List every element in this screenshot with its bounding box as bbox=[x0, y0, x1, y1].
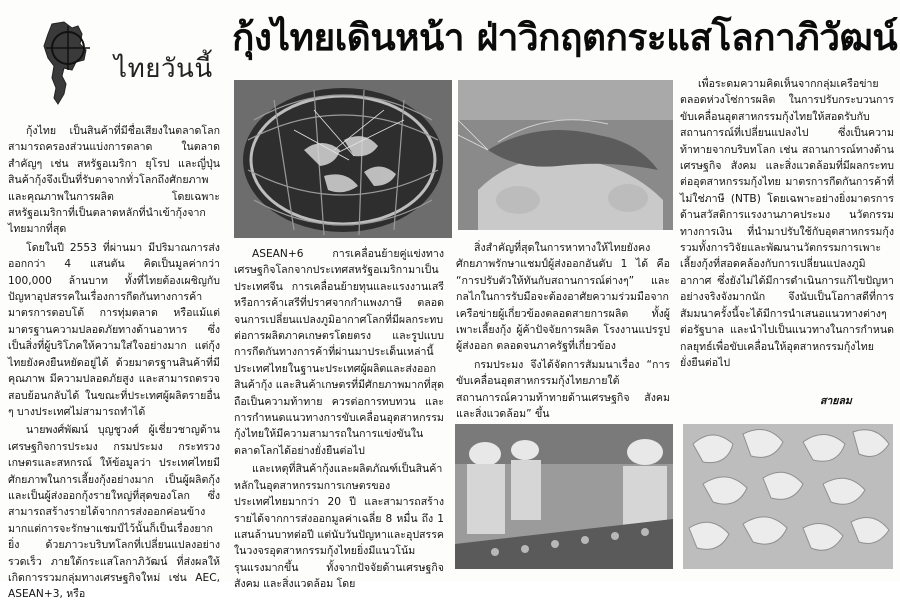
photo-hand-holding-shrimp bbox=[458, 80, 673, 230]
paragraph: กรมประมง จึงได้จัดการสัมมนาเรื่อง “การขับเคลื่อนอุตสาหกรรมกุ้งไทยภายใต้สถานการณ์ความท้าทายด้านเศรษฐกิจ สังคม และสิ่งแวดล้อม” ขึ้น bbox=[456, 358, 670, 421]
photo-peeled-shrimp bbox=[683, 424, 893, 569]
text-column-1 bbox=[8, 123, 220, 601]
paragraph: ASEAN+6 การเคลื่อนย้ายคู่แข่งทางเศรษฐกิจโลกจากประเทศสหรัฐอเมริกามาเป็นประเทศจีน การเคลื่อนย้ายทุนและแรงงานเสรี หรือการค้าเสรีที่ปราศจากกำแพงภาษี ตลอดจนการเปลี่ยนแปลงภูมิอากาศโลกที่มีผลกระทบต่อการผลิตภาคเกษตรโดยตรง และรูปแบบการกีดกันทางการค้าที่ผ่านมาประเด็นเหล่านี้ ประเทศไทยในฐานะประเทศผู้ผลิตและส่งออกสินค้ากุ้ง และสินค้าเกษตรที่มีศักยภาพมากที่สุด ถือเป็นความท้าทาย ควรต่อการทบทวน และการกำหนดแนวทางการขับเคลื่อนอุตสาหกรรมกุ้งไทยให้มีความสามารถในการแข่งขันในตลาดโลกได้อย่างยั่งยืนต่อไป bbox=[234, 248, 444, 457]
paragraph: และเหตุที่สินค้ากุ้งและผลิตภัณฑ์เป็นสินค้าหลักในอุตสาหกรรมการเกษตรของประเทศไทยมากว่า 20 ปี และสามารถสร้างรายได้จากการส่งออกมูลค่าเฉลี่ย 8 หมื่น ถึง 1 แสนล้านบาทต่อปี แต่นับวันปัญหาและอุปสรรคในวงจรอุตสาหกรรมกุ้งไทยยิ่งมีแนวโน้มรุนแรงมากขึ้น ทั้งจากปัจจัยด้านเศรษฐกิจ สังคม และสิ่งแวดล้อม โดย bbox=[234, 463, 444, 591]
paragraph: สิ่งสำคัญที่สุดในการหาทางให้ไทยยังคงศักยภาพรักษาแชมป์ผู้ส่งออกอันดับ 1 ได้ คือ “การปรับตัวให้ทันกับสถานการณ์ต่างๆ” และกลไกในการรับมือจะต้องอาศัยความร่วมมือจากเครือข่ายผู้เกี่ยวข้องตลอดสายการผลิต ทั้งผู้เพาะเลี้ยงกุ้ง ผู้ค้าปัจจัยการผลิต โรงงานแปรรูป ผู้ส่งออก ตลอดจนภาครัฐที่เกี่ยวข้อง bbox=[456, 242, 670, 353]
hand-holding-shrimp-icon bbox=[458, 80, 673, 230]
text-column-2 bbox=[234, 246, 444, 591]
author-byline: สายลม bbox=[820, 395, 852, 407]
paragraph: กุ้งไทย เป็นสินค้าที่มีชื่อเสียงในตลาดโลก สามารถครองส่วนแบ่งการตลาด ในตลาดสำคัญๆ เช่น สหรัฐอเมริกา ยุโรป และญี่ปุ่น สินค้ากุ้งจึงเป็นที่รับตาจากทั่วโลกถึงศักยภาพและคุณภาพในการผลิต โดยเฉพาะสหรัฐอเมริกาที่เป็นตลาดหลักที่นำเข้ากุ้งจากไทยมากที่สุด bbox=[8, 125, 220, 236]
paragraph: เพื่อระดมความคิดเห็นจากกลุ่มเครือข่ายตลอดห่วงโซ่การผลิต ในการปรับกระบวนการขับเคลื่อนอุตสาหกรรมกุ้งไทยให้สอดรับกับสถานการณ์ที่เปลี่ยนแปลงไป ซึ่งเป็นความท้าทายจากบริบทโลก เช่น สถานการณ์ทางด้านเศรษฐกิจ สังคม และสิ่งแวดล้อมที่มีผลกระทบต่ออุตสาหกรรมกุ้งไทย มาตรการกีดกันการค้าที่ไม่ใช่ภาษี (NTB) โดยเฉพาะอย่างยิ่งมาตรการด้านสวัสดิการแรงงานภาคประมง นวัตกรรมทางการเงิน ที่นำมาปรับใช้กับอุตสาหกรรมกุ้ง รวมทั้งการวิจัยและพัฒนานวัตกรรมการเพาะเลี้ยงกุ้งที่สอดคล้องกับการเปลี่ยนแปลงภูมิอากาศ ซึ่งยังไม่ได้มีการดำเนินการแก้ไขปัญหาอย่างจริงจังมากนัก จึงนับเป็นโอกาสดีที่การสัมมนาครั้งนี้จะได้มีการนำเสนอแนวทางต่างๆ ต่อรัฐบาล และนำไปเป็นแนวทางในการกำหนดกลยุทธ์เพื่อขับเคลื่อนให้อุตสาหกรรมกุ้งไทยยั่งยืนต่อไป bbox=[680, 78, 894, 369]
article-headline: กุ้งไทยเดินหน้า ฝ่าวิกฤตกระแสโลกาภิวัฒน์ bbox=[232, 16, 898, 59]
paragraph: โดยในปี 2553 ที่ผ่านมา มีปริมาณการส่งออกกว่า 4 แสนตัน คิดเป็นมูลค่ากว่า 100,000 ล้านบาท ทั้งที่ไทยต้องเผชิญกับปัญหาอุปสรรคในเรื่องการกีดกันทางการค้า มาตรการตอบโต้ การทุ่มตลาด หรือแม้แต่มาตรฐานความปลอดภัยทางด้านอาหาร ซึ่งเป็นสิ่งที่ผู้บริโภคให้ความใส่ใจอย่างมาก แต่กุ้งไทยยังคงยืนหยัดอยู่ได้ ด้วยมาตรฐานสินค้าที่มีคุณภาพ มีความปลอดภัยสูง และสามารถตรวจสอบย้อนกลับได้ ในขณะที่ประเทศผู้ผลิตรายอื่น ๆ บางประเทศไม่สามารถทำได้ bbox=[8, 241, 220, 418]
text-column-4 bbox=[680, 76, 894, 376]
logo-text: ไทยวันนี้ bbox=[114, 54, 213, 84]
photo-shrimp-basket bbox=[234, 80, 452, 238]
paragraph: นายพงศ์พัฒน์ บุญชูวงศ์ ผู้เชี่ยวชาญด้านเศรษฐกิจการประมง กรมประมง กระทรวงเกษตรและสหกรณ์ ให้ข้อมูลว่า ประเทศไทยมีศักยภาพในการเลี้ยงกุ้งอย่างมาก เป็นผู้ผลิตกุ้งและเป็นผู้ส่งออกกุ้งรายใหญ่ที่สุดของโลก ซึ่งสามารถสร้างรายได้จากการส่งออกค่อนข้างมากแต่การจะรักษาแชมป์ไว้นั้นก็เป็นเรื่องยากยิ่ง ด้วยภาวะบริบทโลกที่เปลี่ยนแปลงอย่างรวดเร็ว ภายใต้กระแสโลกาภิวัฒน์ ที่ส่งผลให้เกิดการรวมกลุ่มทางเศรษฐกิจใหม่ เช่น AEC, ASEAN+3, หรือ bbox=[8, 424, 220, 601]
processing-plant-workers-icon bbox=[455, 424, 673, 569]
masthead-logo bbox=[34, 18, 213, 110]
text-column-3 bbox=[456, 240, 670, 421]
peeled-shrimp-icon bbox=[683, 424, 893, 569]
photo-processing-plant bbox=[455, 424, 673, 569]
basket-of-shrimp-icon bbox=[234, 80, 452, 238]
